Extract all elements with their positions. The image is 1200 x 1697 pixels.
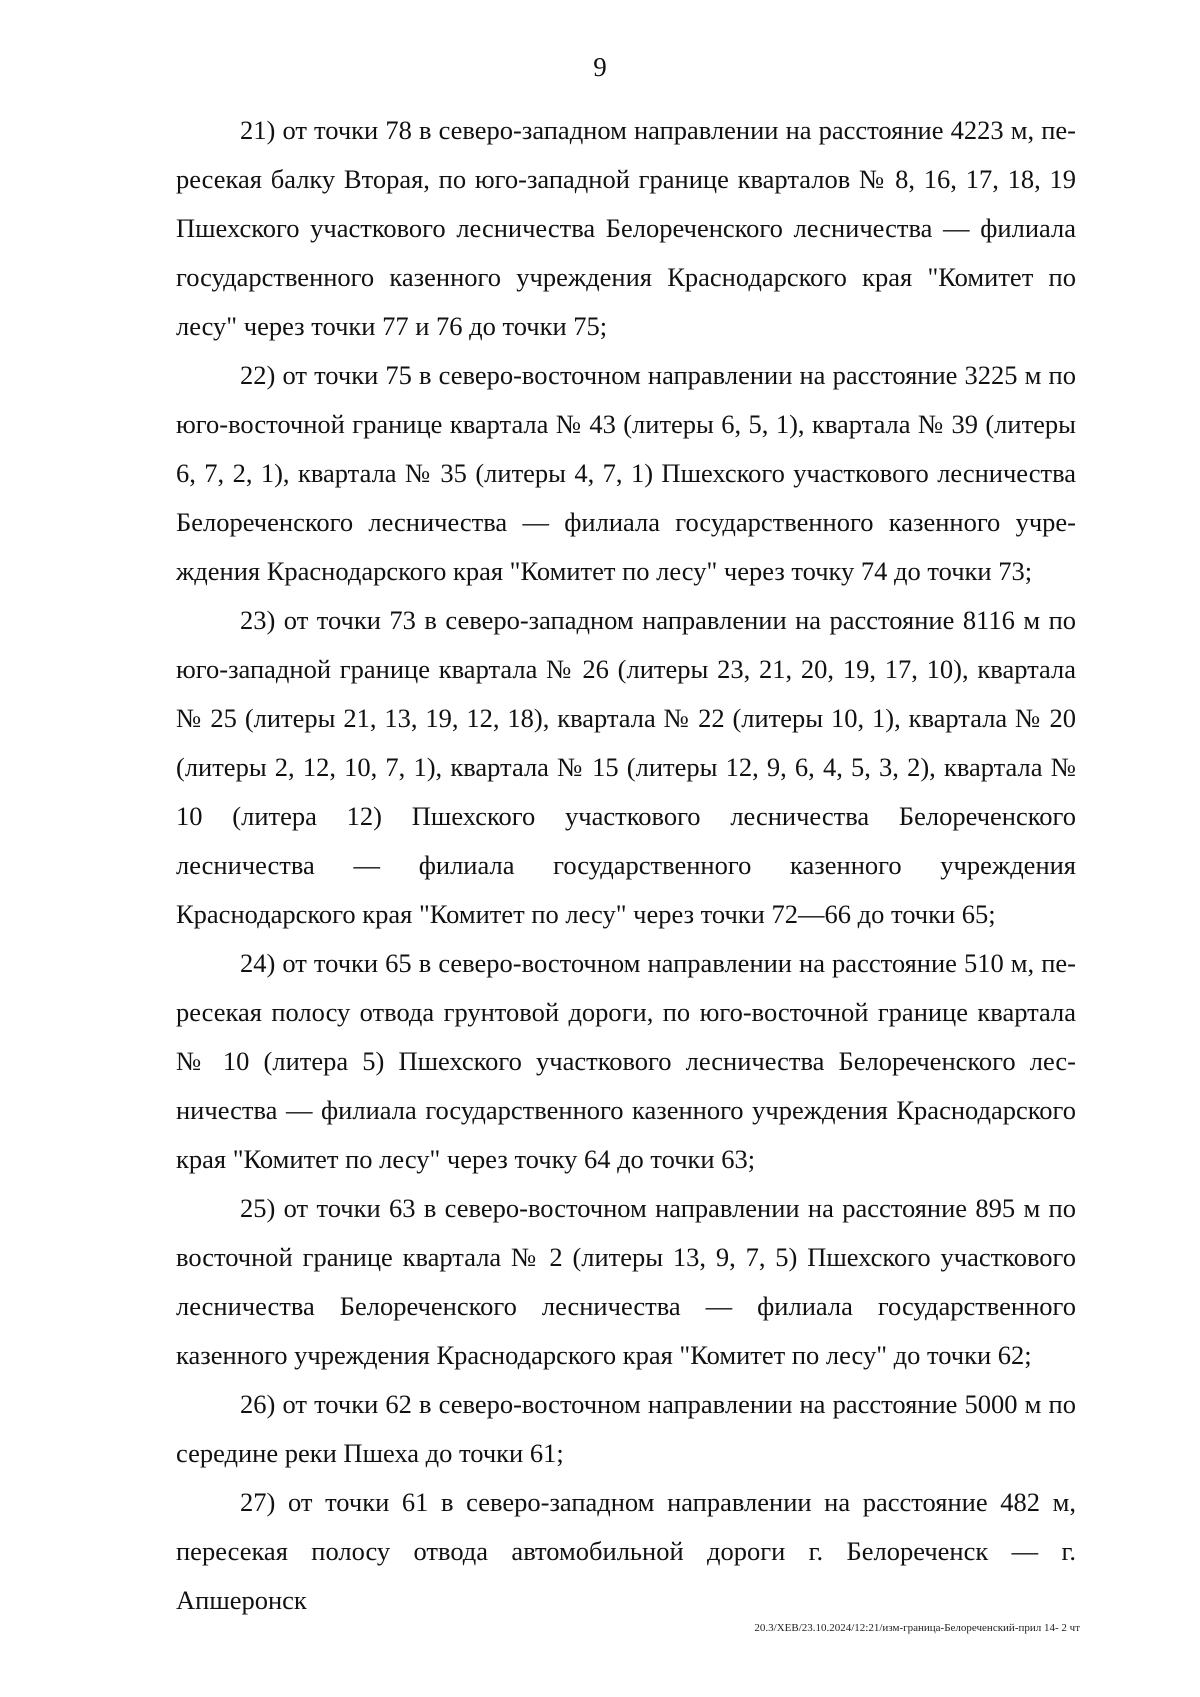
- paragraph-21: 21) от точки 78 в северо-западном направлении на расстояние 4223 м, пересекая балку Вторая, по юго-западной границе кварталов № 8, 16, 17, 18, 19 Пшехского участкового лесничества Белореченского лесничества — филиала государственного казенного учреждения Краснодарского края "Комитет по лесу" через точки 77 и 76 до точки 75;: [176, 115, 1076, 341]
- paragraph-26: 26) от точки 62 в северо-восточном направлении на расстояние 5000 м по середине реки Пшеха до точки 61;: [176, 1389, 1076, 1468]
- paragraph-27: 27) от точки 61 в северо-западном направлении на расстояние 482 м, пересекая полосу отвода автомобильной дороги г. Белореченск — г. Апшеронск: [176, 1487, 1076, 1615]
- paragraph-22: 22) от точки 75 в северо-восточном направлении на расстояние 3225 м по юго-восточной границе квартала № 43 (литеры 6, 5, 1), квартала № 39 (литеры 6, 7, 2, 1), квартала № 35 (литеры 4, 7, 1) Пшехского участкового лесничества Белореченского лесничества — филиала государственного казенного учреждения Краснодарского края "Комитет по лесу" через точку 74 до точки 73;: [176, 360, 1076, 586]
- document-body: [176, 106, 1076, 1625]
- paragraph-24: 24) от точки 65 в северо-восточном направлении на расстояние 510 м, пересекая полосу отвода грунтовой дороги, по юго-восточной границе квартала № 10 (литера 5) Пшехского участкового лесничества Белореченского лесничества — филиала государственного казенного учреждения Краснодарского края "Комитет по лесу" через точку 64 до точки 63;: [176, 948, 1076, 1174]
- document-footer: 20.3/ХЕВ/23.10.2024/12:21/изм-граница-Белореченский-прил 14- 2 чт: [754, 1622, 1080, 1634]
- paragraph-23: 23) от точки 73 в северо-западном направлении на расстояние 8116 м по юго-западной границе квартала № 26 (литеры 23, 21, 20, 19, 17, 10), квартала № 25 (литеры 21, 13, 19, 12, 18), квартала № 22 (литеры 10, 1), квартала № 20 (литеры 2, 12, 10, 7, 1), квартала № 15 (литеры 12, 9, 6, 4, 5, 3, 2), квартала № 10 (литера 12) Пшехского участкового лесничества Белореченского лесничества — филиала государственного казенного учреждения Краснодарского края "Комитет по лесу" через точки 72—66 до точки 65;: [176, 605, 1076, 929]
- paragraph-25: 25) от точки 63 в северо-восточном направлении на расстояние 895 м по восточной границе квартала № 2 (литеры 13, 9, 7, 5) Пшехского участкового лесничества Белореченского лесничества — филиала государственного казенного учреждения Краснодарского края "Комитет по лесу" до точки 62;: [176, 1193, 1076, 1370]
- page-number: 9: [593, 52, 607, 82]
